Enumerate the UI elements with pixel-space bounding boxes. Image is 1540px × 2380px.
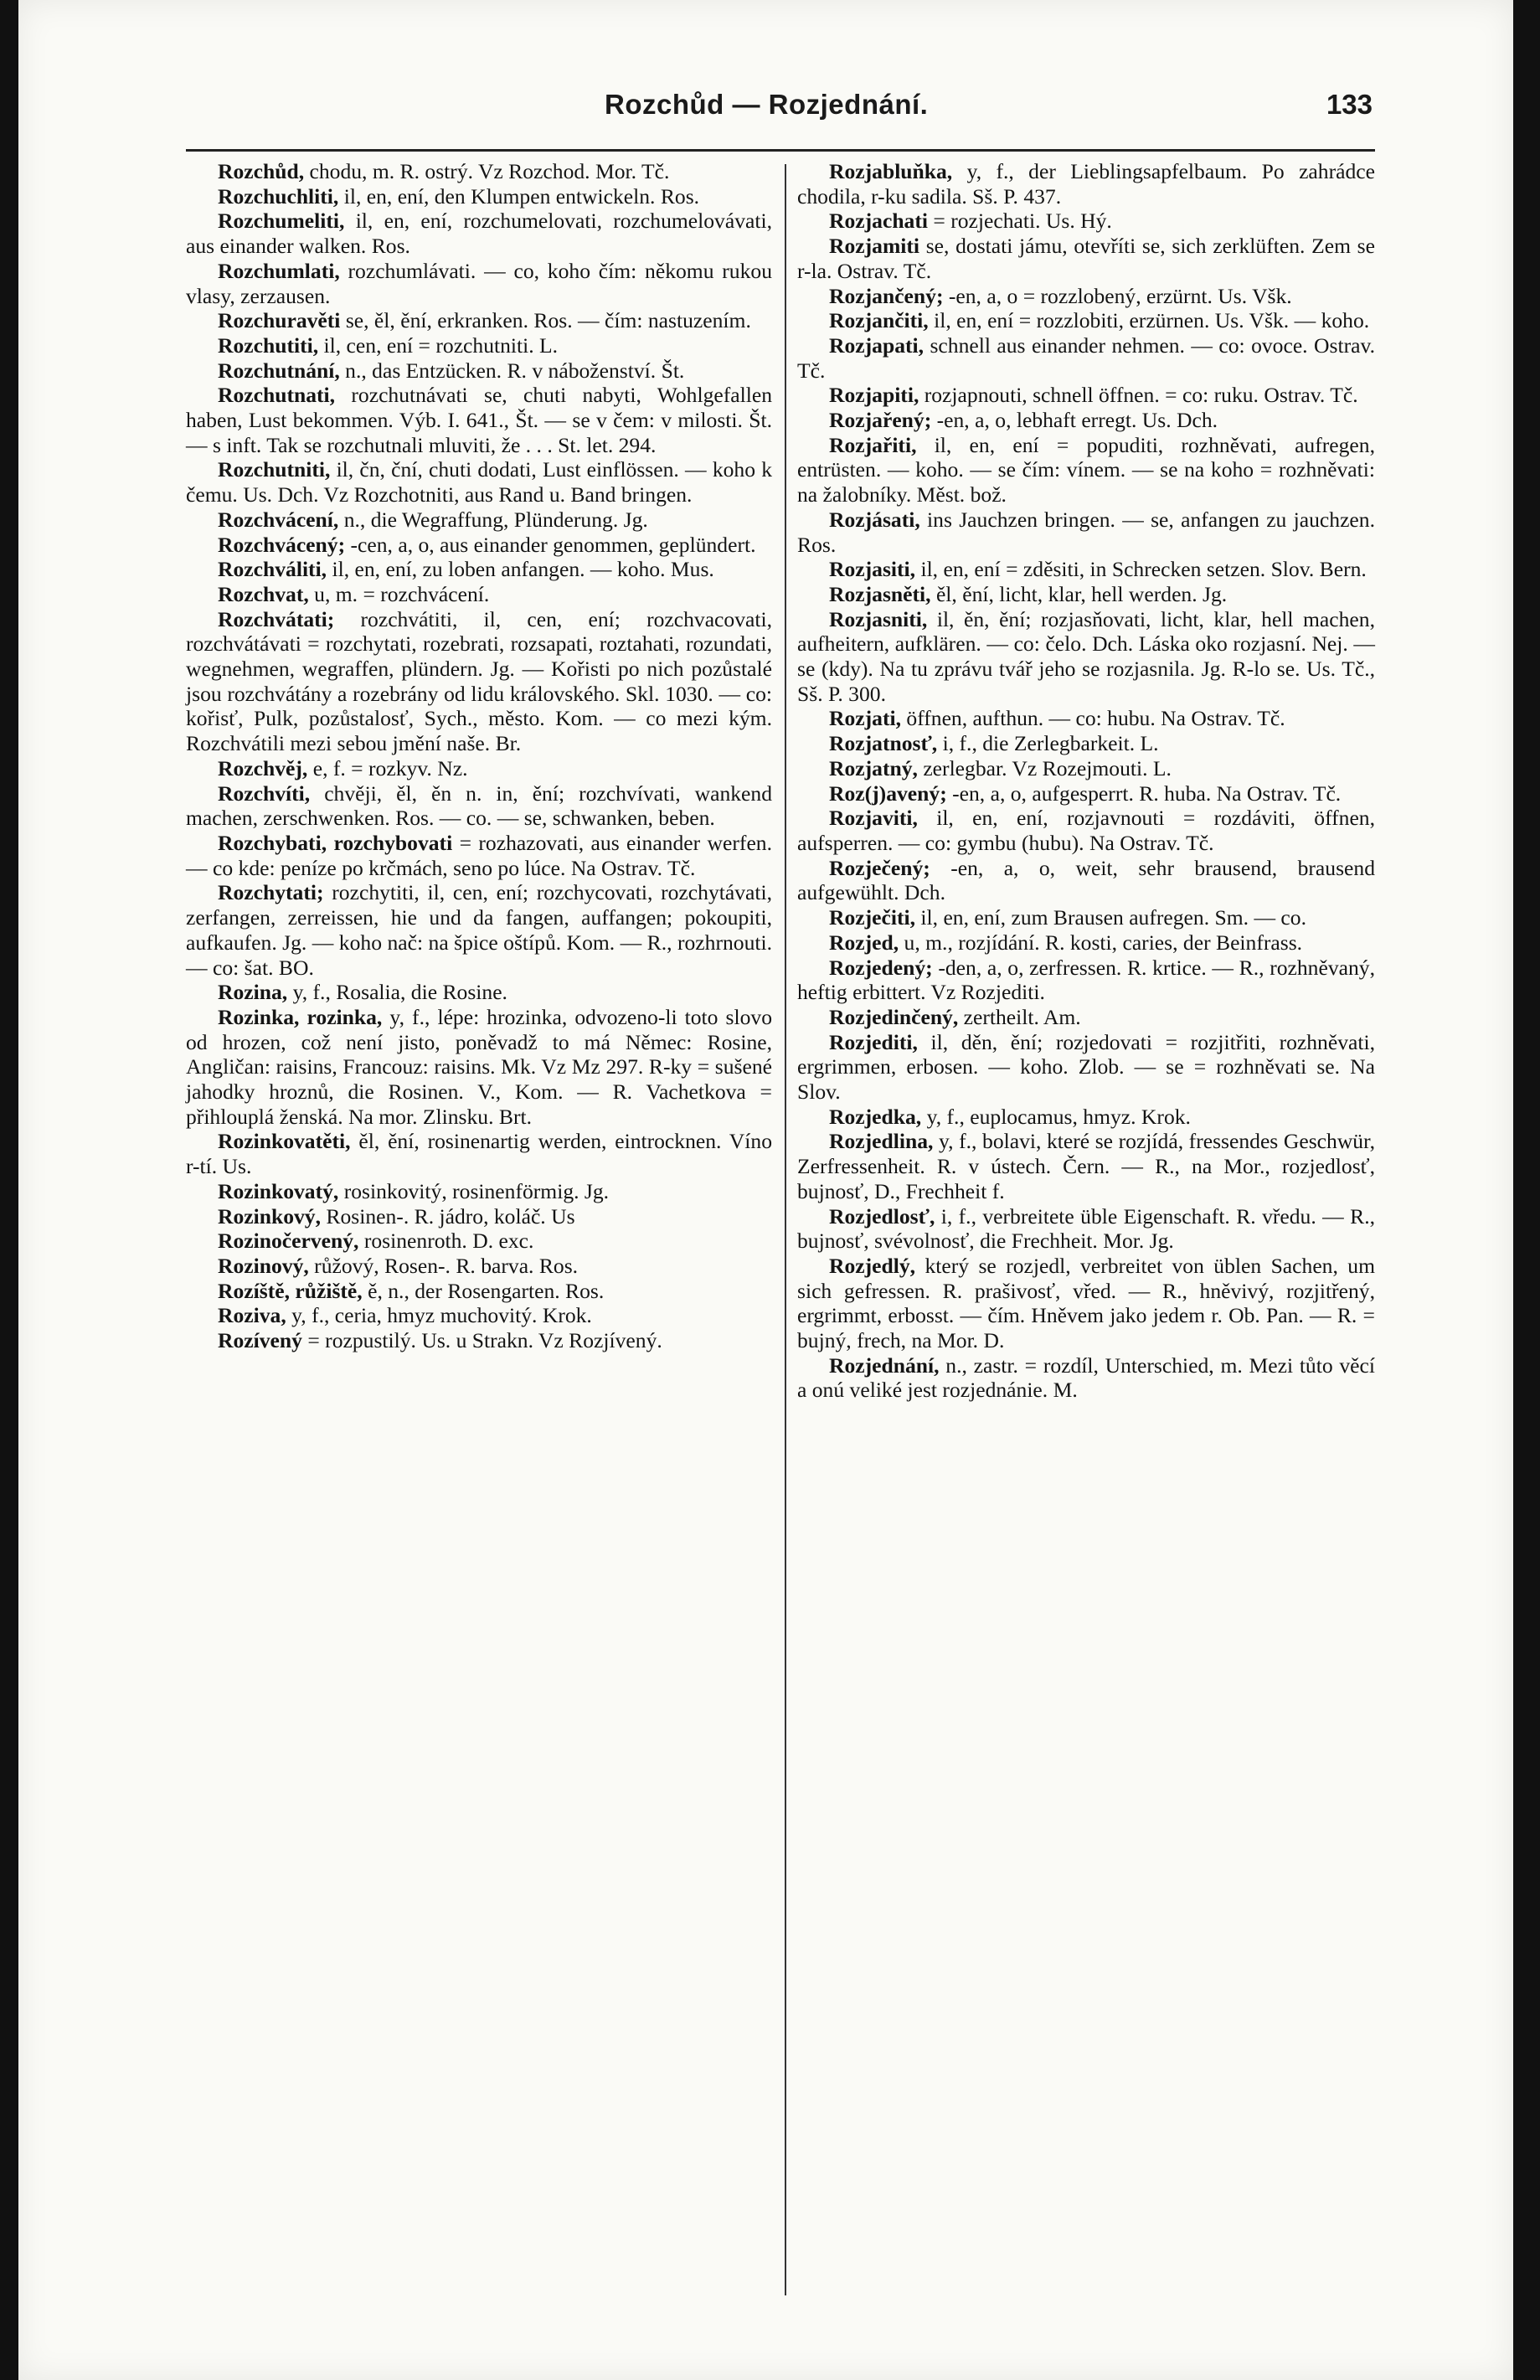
entry-headword: Rozječiti,	[829, 905, 916, 930]
dictionary-entry	[186, 159, 772, 184]
entry-headword: Rozchuchliti,	[218, 183, 339, 209]
entry-headword: Rozjasniti,	[829, 606, 928, 631]
entry-headword: Rozinkový,	[218, 1203, 322, 1229]
entry-definition: il, ěn, ění; rozjasňovati, licht, klar, hell machen, aufheitern, aufklären. — co: čelo. Dch. Láska oko rozjasní. Nej. — se (kdy). Na tu zprávu tvář jeho se rozjasnila. Jg. R-lo se. Us. Tč., Sš. P. 300.	[797, 606, 1375, 706]
entry-definition: -en, a, o, aufgesperrt. R. huba. Na Ostrav. Tč.	[946, 780, 1342, 806]
entry-headword: Rozjasněti,	[829, 581, 931, 606]
dictionary-entry	[186, 607, 772, 756]
entry-definition: Rosinen-. R. jádro, koláč. Us	[321, 1203, 575, 1229]
dictionary-entry	[797, 956, 1375, 1005]
dictionary-entry	[186, 1005, 772, 1130]
entry-headword: Rozjedlý,	[829, 1253, 916, 1278]
entry-definition: který se rozjedl, verbreitet von üblen Sachen, um sich gefressen. R. prašivosť, vřed. — R., hněvivý, rozjitřený, ergrimmt, erbosst. — čím. Hněvem jako jedem r. Ob. Pan. — R. = bujný, frech, na Mor. D.	[797, 1253, 1375, 1353]
entry-headword: Rozchumlati,	[218, 258, 340, 283]
entry-definition: rosinkovitý, rosinenförmig. Jg.	[338, 1178, 610, 1203]
dictionary-entry	[186, 1254, 772, 1279]
entry-definition: -en, a, o, lebhaft erregt. Us. Dch.	[931, 408, 1218, 433]
entry-headword: Rozchvat,	[218, 581, 309, 606]
entry-definition: il, en, ení, den Klumpen entwickeln. Ros.	[338, 183, 700, 209]
dictionary-entry	[797, 408, 1375, 433]
entry-definition: y, f., bolavi, které se rozjídá, fressendes Geschwür, Zerfressenheit. R. v ústech. Čern. — R., na Mor., rozjedlosť, bujnosť, D., Frechheit f.	[797, 1129, 1375, 1203]
dictionary-entry	[797, 1105, 1375, 1130]
entry-definition: u, m. = rozchvácení.	[308, 581, 490, 606]
dictionary-entry	[797, 433, 1375, 507]
entry-definition: rozchutnávati se, chuti nabyti, Wohlgefallen haben, Lust bekommen. Výb. I. 641., Št. — se v čem: v milosti. Št. — s inft. Tak se rozchutnali mluviti, že . . . St. let. 294.	[186, 383, 772, 457]
dictionary-entry	[797, 1204, 1375, 1254]
entry-headword: Rozjapiti,	[829, 383, 919, 408]
entry-definition: -den, a, o, zerfressen. R. krtice. — R., rozhněvaný, heftig erbittert. Vz Rozjediti.	[797, 955, 1375, 1005]
entry-headword: Rozíště, růžiště,	[218, 1278, 363, 1303]
entry-definition: rozchvátiti, il, cen, ení; rozchvacovati, rozchvátávati = rozchytati, rozebrati, rozsapati, roztahati, rozundati, wegnehmen, wegraffen, plündern. Jg. — Kořisti po nich pozůstalé jsou rozchvátány a rozebrány od lidu královského. Skl. 1030. — co: kořisť, Pulk, pozůstalosť, Sych., město. Kom. — co mezi kým. Rozchvátili mezi sebou jmění naše. Br.	[186, 606, 772, 756]
entry-definition: y, f., lépe: hrozinka, odvozeno-li toto slovo od hrozen, což není jisto, poněvadž to má Němec: Rosine, Angličan: raisins, Francouz: raisins. Mk. Vz Mz 297. R-ky = sušené jahodky hroznů, die Rosinen. V., Kom. — R. Vachetkova = přihlouplá ženská. Na mor. Zlinsku. Brt.	[186, 1004, 773, 1129]
dictionary-entry	[186, 781, 772, 831]
dictionary-entry	[186, 358, 772, 384]
entry-headword: Rozjedený;	[829, 955, 933, 980]
dictionary-entry	[797, 930, 1375, 956]
entry-definition: il, cen, ení = rozchutniti. L.	[318, 332, 559, 358]
entry-headword: Rozjásati,	[829, 507, 920, 532]
entry-headword: Rozinka, rozinka,	[218, 1004, 383, 1029]
entry-definition: ěl, ění, rosinenartig werden, eintrocknen. Víno r-tí. Us.	[186, 1129, 772, 1179]
dictionary-entry	[797, 209, 1375, 234]
entry-definition: öffnen, aufthun. — co: hubu. Na Ostrav. Tč.	[901, 706, 1285, 731]
entry-headword: Rozchvácení,	[218, 507, 339, 532]
dictionary-entry	[797, 781, 1375, 806]
entry-headword: Rozjedka,	[829, 1104, 922, 1129]
dictionary-entry	[797, 1254, 1375, 1353]
dictionary-entry	[186, 1129, 772, 1178]
entry-headword: Rozinkovatý,	[218, 1178, 339, 1203]
entry-definition: ě, n., der Rosengarten. Ros.	[362, 1278, 605, 1303]
dictionary-entry	[186, 308, 772, 333]
dictionary-entry	[186, 533, 772, 558]
entry-headword: Rozchvíti,	[218, 780, 311, 806]
dictionary-page	[18, 0, 1513, 2380]
dictionary-entry	[797, 159, 1375, 209]
page-title: Rozchůd — Rozjednání.	[605, 89, 929, 120]
entry-headword: Rozchvácený;	[218, 532, 346, 557]
entry-definition: ins Jauchzen bringen. — se, anfangen zu jauchzen. Ros.	[797, 507, 1375, 557]
entry-definition: y, f., ceria, hmyz muchovitý. Krok.	[286, 1303, 592, 1328]
entry-headword: Rozchvátati;	[218, 606, 335, 631]
entry-headword: Rozchutiti,	[218, 332, 319, 358]
dictionary-entry	[797, 1030, 1375, 1105]
dictionary-entry	[186, 1279, 772, 1304]
entry-definition: il, en, ení, rozjavnouti = rozdáviti, öffnen, aufsperren. — co: gymbu (hubu). Na Ostrav. Tč.	[797, 806, 1375, 855]
dictionary-entry	[797, 706, 1375, 731]
entry-headword: Rozjařiti,	[829, 432, 917, 457]
entry-definition: y, f., euplocamus, hmyz. Krok.	[921, 1104, 1191, 1129]
dictionary-entry	[186, 831, 772, 880]
entry-headword: Rozchutniti,	[218, 457, 331, 482]
entry-headword: Rozjasiti,	[829, 557, 916, 582]
entry-definition: n., die Wegraffung, Plünderung. Jg.	[338, 507, 648, 532]
entry-definition: il, en, ení, zu loben anfangen. — koho. Mus.	[327, 557, 714, 582]
dictionary-entry	[186, 1179, 772, 1204]
entry-headword: Rozjedlosť,	[829, 1203, 935, 1229]
entry-headword: Rozječený;	[829, 855, 930, 880]
entry-headword: Rozchvěj,	[218, 755, 308, 780]
entry-headword: Rozjediti,	[829, 1029, 918, 1054]
entry-definition: -en, a, o = rozzlobený, erzürnt. Us. Všk.	[943, 283, 1292, 308]
entry-headword: Rozchuravěti	[218, 308, 341, 333]
entry-headword: Rozjati,	[829, 706, 901, 731]
entry-headword: Rozjedinčený,	[829, 1004, 959, 1029]
dictionary-entry	[186, 1229, 772, 1254]
entry-definition: il, děn, ění; rozjedovati = rozjitřiti, rozhněvati, ergrimmen, erbosen. — koho. Zlob. — se = rozhněvati se. Na Slov.	[797, 1029, 1375, 1105]
entry-headword: Rozjachati	[829, 209, 928, 234]
left-column	[186, 159, 772, 1353]
dictionary-entry	[797, 1353, 1375, 1403]
dictionary-entry	[186, 1204, 772, 1229]
entry-headword: Rozívený	[218, 1328, 302, 1353]
entry-headword: Roziva,	[218, 1303, 286, 1328]
entry-headword: Roz(j)avený;	[829, 780, 947, 806]
entry-definition: = rozhazovati, aus einander werfen. — co kde: peníze po krčmách, seno po lúce. Na Ostrav. Tč.	[186, 830, 772, 880]
dictionary-entry	[186, 457, 772, 507]
entry-definition: i, f., die Zerlegbarkeit. L.	[937, 731, 1159, 756]
dictionary-entry	[186, 880, 772, 980]
entry-headword: Rozjedlina,	[829, 1129, 934, 1154]
entry-definition: růžový, Rosen-. R. barva. Ros.	[308, 1253, 579, 1278]
entry-headword: Rozjančiti,	[829, 308, 929, 333]
entry-definition: n., zastr. = rozdíl, Unterschied, m. Mezi tůto věcí a onú veliké jest rozjednánie. M.	[797, 1352, 1375, 1403]
entry-definition: rozchumlávati. — co, koho čím: někomu rukou vlasy, zerzausen.	[186, 258, 772, 308]
dictionary-entry	[186, 756, 772, 781]
entry-headword: Rozinkovatěti,	[218, 1129, 351, 1154]
entry-definition: zerlegbar. Vz Rozejmouti. L.	[917, 755, 1172, 780]
entry-definition: il, en, ení, rozchumelovati, rozchumelovávati, aus einander walken. Ros.	[186, 209, 772, 259]
dictionary-entry	[797, 856, 1375, 905]
dictionary-entry	[186, 582, 772, 607]
entry-definition: e, f. = rozkyv. Nz.	[307, 755, 468, 780]
dictionary-entry	[797, 1005, 1375, 1030]
entry-definition: chvěji, ěl, ěn n. in, ění; rozchvívati, wankend machen, zerschwenken. Ros. — co. — se, schwanken, beben.	[186, 780, 772, 831]
dictionary-entry	[186, 209, 772, 258]
dictionary-entry	[797, 607, 1375, 707]
running-head	[18, 84, 1513, 134]
entry-definition: chodu, m. R. ostrý. Vz Rozchod. Mor. Tč.	[304, 159, 670, 183]
entry-headword: Rozchytati;	[218, 880, 324, 905]
entry-definition: u, m., rozjídání. R. kosti, caries, der Beinfrass.	[899, 930, 1303, 955]
entry-definition: n., das Entzücken. R. v náboženství. Št.	[339, 358, 685, 383]
dictionary-entry	[186, 383, 772, 457]
dictionary-entry	[797, 1129, 1375, 1203]
right-column	[797, 159, 1375, 1403]
dictionary-entry	[186, 259, 772, 308]
dictionary-entry	[797, 582, 1375, 607]
entry-headword: Rozjednání,	[829, 1352, 940, 1378]
entry-headword: Rozjaviti,	[829, 806, 918, 831]
dictionary-entry	[797, 308, 1375, 333]
entry-headword: Rozjatnosť,	[829, 731, 938, 756]
entry-headword: Rozchumeliti,	[218, 209, 345, 234]
entry-definition: y, f., der Lieblingsapfelbaum. Po zahrádce chodila, r-ku sadila. Sš. P. 437.	[797, 159, 1375, 209]
page-number: 133	[1326, 89, 1373, 120]
dictionary-entry	[797, 905, 1375, 930]
entry-definition: i, f., verbreitete üble Eigenschaft. R. vředu. — R., bujnosť, svévolnosť, die Frechheit. Mor. Jg.	[797, 1203, 1375, 1254]
entry-headword: Rozchutnání,	[218, 358, 340, 383]
entry-definition: = rozpustilý. Us. u Strakn. Vz Rozjívený.	[301, 1328, 662, 1353]
header-rule	[186, 149, 1375, 152]
entry-definition: il, en, ení = popuditi, rozhněvati, aufregen, entrüsten. — koho. — se čím: vínem. — se na koho = rozhněvati: na žalobníky. Měst. bož.	[797, 432, 1375, 507]
entry-definition: -cen, a, o, aus einander genommen, geplündert.	[345, 532, 756, 557]
dictionary-entry	[797, 284, 1375, 309]
entry-definition: rozjapnouti, schnell öffnen. = co: ruku. Ostrav. Tč.	[919, 383, 1358, 408]
entry-headword: Rozjed,	[829, 930, 899, 955]
entry-headword: Rozchutnati,	[218, 383, 336, 408]
entry-headword: Rozjatný,	[829, 755, 918, 780]
entry-headword: Rozjamiti	[829, 234, 920, 259]
dictionary-entry	[186, 557, 772, 582]
entry-headword: Rozjařený;	[829, 408, 932, 433]
entry-headword: Rozina,	[218, 980, 288, 1005]
entry-definition: se, dostati jámu, otevříti se, sich zerklüften. Zem se r-la. Ostrav. Tč.	[797, 234, 1375, 283]
entry-headword: Rozinový,	[218, 1253, 309, 1278]
dictionary-entry	[797, 383, 1375, 408]
entry-definition: rozchytiti, il, cen, ení; rozchycovati, rozchytávati, zerfangen, zerreissen, hie und da fangen, auffangen; pokoupiti, aufkaufen. Jg. — koho nač: na špice oštípů. Kom. — R., rozhrnouti. — co: šat. BO.	[186, 880, 772, 980]
dictionary-entry	[186, 1328, 772, 1353]
entry-definition: -en, a, o, weit, sehr brausend, brausend aufgewühlt. Dch.	[797, 855, 1375, 905]
dictionary-entry	[186, 333, 772, 358]
entry-definition: y, f., Rosalia, die Rosine.	[287, 980, 507, 1005]
entry-definition: il, en, ení, zum Brausen aufregen. Sm. — co.	[915, 905, 1306, 930]
entry-headword: Rozinočervený,	[218, 1229, 359, 1254]
entry-definition: zertheilt. Am.	[958, 1004, 1081, 1029]
dictionary-entry	[797, 557, 1375, 582]
entry-headword: Rozjabluňka,	[829, 159, 953, 183]
entry-definition: il, en, ení = rozzlobiti, erzürnen. Us. Všk. — koho.	[928, 308, 1370, 333]
entry-headword: Rozchůd,	[218, 159, 305, 183]
entry-headword: Rozjapati,	[829, 332, 925, 358]
dictionary-entry	[186, 980, 772, 1005]
entry-definition: il, čn, ční, chuti dodati, Lust einflössen. — koho k čemu. Us. Dch. Vz Rozchotniti, aus Rand u. Band bringen.	[186, 457, 772, 507]
dictionary-entry	[186, 507, 772, 533]
entry-headword: Rozchybati, rozchybovati	[218, 830, 453, 855]
entry-definition: schnell aus einander nehmen. — co: ovoce. Ostrav. Tč.	[797, 332, 1375, 383]
dictionary-entry	[186, 184, 772, 209]
entry-definition: ěl, ění, licht, klar, hell werden. Jg.	[930, 581, 1228, 606]
entry-definition: il, en, ení = zděsiti, in Schrecken setzen. Slov. Bern.	[915, 557, 1367, 582]
dictionary-entry	[797, 234, 1375, 283]
dictionary-entry	[797, 731, 1375, 756]
dictionary-entry	[797, 756, 1375, 781]
entry-definition: = rozjechati. Us. Hý.	[927, 209, 1112, 234]
entry-headword: Rozjančený;	[829, 283, 944, 308]
dictionary-entry	[797, 806, 1375, 855]
entry-headword: Rozchváliti,	[218, 557, 327, 582]
entry-definition: rosinenroth. D. exc.	[358, 1229, 534, 1254]
dictionary-entry	[186, 1303, 772, 1328]
dictionary-entry	[797, 507, 1375, 557]
dictionary-entry	[797, 333, 1375, 383]
column-divider	[785, 164, 786, 2295]
entry-definition: se, ěl, ění, erkranken. Ros. — čím: nastuzením.	[340, 308, 751, 333]
